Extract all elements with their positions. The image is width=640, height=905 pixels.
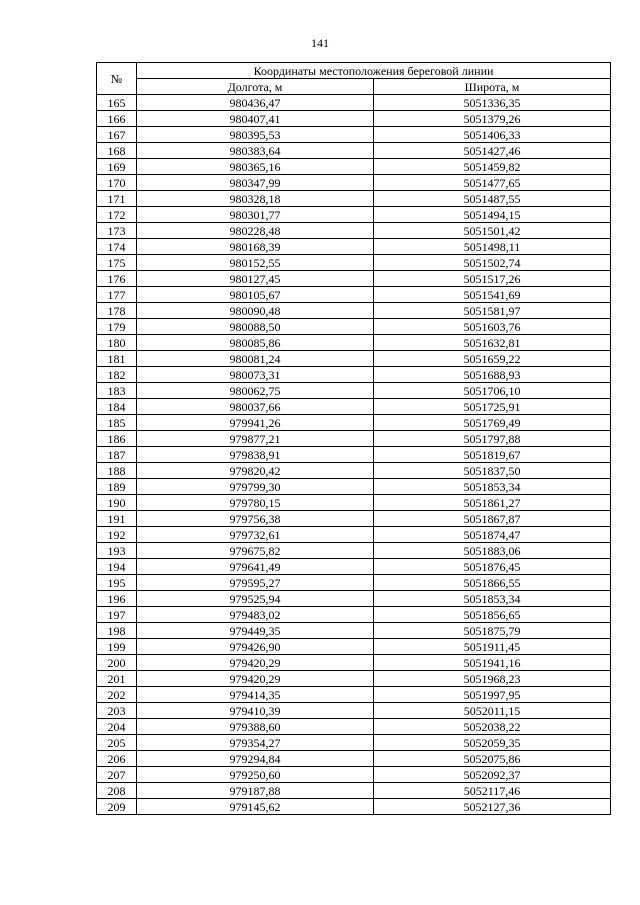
table-row	[97, 191, 611, 207]
row-number-cell: 203	[97, 703, 137, 719]
longitude-cell: 979941,26	[137, 415, 374, 431]
row-number-cell: 198	[97, 623, 137, 639]
table-row	[97, 655, 611, 671]
latitude-cell: 5051874,47	[374, 527, 611, 543]
longitude-cell: 980127,45	[137, 271, 374, 287]
latitude-cell: 5051406,33	[374, 127, 611, 143]
longitude-cell: 980152,55	[137, 255, 374, 271]
latitude-cell: 5051853,34	[374, 479, 611, 495]
table-row	[97, 415, 611, 431]
table-row	[97, 751, 611, 767]
coordinates-group-header: Координаты местоположения береговой линии	[137, 63, 611, 79]
latitude-cell: 5052092,37	[374, 767, 611, 783]
table-row	[97, 111, 611, 127]
number-column-header: №	[97, 63, 137, 95]
longitude-cell: 980062,75	[137, 383, 374, 399]
longitude-cell: 980383,64	[137, 143, 374, 159]
longitude-cell: 979414,35	[137, 687, 374, 703]
row-number-cell: 180	[97, 335, 137, 351]
longitude-cell: 980436,47	[137, 95, 374, 111]
table-row	[97, 463, 611, 479]
latitude-cell: 5051819,67	[374, 447, 611, 463]
latitude-cell: 5051336,35	[374, 95, 611, 111]
latitude-cell: 5051725,91	[374, 399, 611, 415]
latitude-cell: 5051941,16	[374, 655, 611, 671]
latitude-cell: 5052075,86	[374, 751, 611, 767]
row-number-cell: 167	[97, 127, 137, 143]
row-number-cell: 195	[97, 575, 137, 591]
row-number-cell: 169	[97, 159, 137, 175]
row-number-cell: 190	[97, 495, 137, 511]
table-row	[97, 367, 611, 383]
latitude-cell: 5052011,15	[374, 703, 611, 719]
row-number-cell: 201	[97, 671, 137, 687]
longitude-cell: 980365,16	[137, 159, 374, 175]
latitude-cell: 5051603,76	[374, 319, 611, 335]
table-row	[97, 639, 611, 655]
latitude-cell: 5051632,81	[374, 335, 611, 351]
latitude-cell: 5051659,22	[374, 351, 611, 367]
row-number-cell: 200	[97, 655, 137, 671]
longitude-column-header: Долгота, м	[137, 79, 374, 95]
latitude-cell: 5051837,50	[374, 463, 611, 479]
row-number-cell: 206	[97, 751, 137, 767]
table-row	[97, 671, 611, 687]
longitude-cell: 979250,60	[137, 767, 374, 783]
longitude-cell: 979732,61	[137, 527, 374, 543]
table-row	[97, 239, 611, 255]
row-number-cell: 179	[97, 319, 137, 335]
row-number-cell: 184	[97, 399, 137, 415]
table-row	[97, 479, 611, 495]
row-number-cell: 168	[97, 143, 137, 159]
longitude-cell: 979426,90	[137, 639, 374, 655]
row-number-cell: 174	[97, 239, 137, 255]
page-number: 141	[311, 36, 329, 50]
coordinates-table	[96, 62, 611, 815]
latitude-cell: 5051487,55	[374, 191, 611, 207]
table-row	[97, 575, 611, 591]
table-row	[97, 591, 611, 607]
row-number-cell: 172	[97, 207, 137, 223]
longitude-cell: 979187,88	[137, 783, 374, 799]
longitude-cell: 980085,86	[137, 335, 374, 351]
longitude-cell: 979410,39	[137, 703, 374, 719]
longitude-cell: 979483,02	[137, 607, 374, 623]
row-number-cell: 176	[97, 271, 137, 287]
longitude-cell: 980168,39	[137, 239, 374, 255]
row-number-cell: 188	[97, 463, 137, 479]
latitude-cell: 5051477,65	[374, 175, 611, 191]
latitude-cell: 5051706,10	[374, 383, 611, 399]
longitude-cell: 979838,91	[137, 447, 374, 463]
table-row	[97, 351, 611, 367]
latitude-cell: 5051997,95	[374, 687, 611, 703]
row-number-cell: 209	[97, 799, 137, 815]
table-row	[97, 543, 611, 559]
table-body	[97, 95, 611, 815]
row-number-cell: 191	[97, 511, 137, 527]
longitude-cell: 980395,53	[137, 127, 374, 143]
row-number-cell: 187	[97, 447, 137, 463]
longitude-cell: 980073,31	[137, 367, 374, 383]
latitude-cell: 5051867,87	[374, 511, 611, 527]
longitude-cell: 980407,41	[137, 111, 374, 127]
table-row	[97, 287, 611, 303]
row-number-cell: 177	[97, 287, 137, 303]
table-row	[97, 447, 611, 463]
longitude-cell: 980090,48	[137, 303, 374, 319]
latitude-cell: 5051861,27	[374, 495, 611, 511]
latitude-cell: 5051501,42	[374, 223, 611, 239]
longitude-cell: 979294,84	[137, 751, 374, 767]
longitude-cell: 979388,60	[137, 719, 374, 735]
latitude-cell: 5051769,49	[374, 415, 611, 431]
table-row	[97, 319, 611, 335]
latitude-cell: 5051581,97	[374, 303, 611, 319]
latitude-cell: 5051876,45	[374, 559, 611, 575]
row-number-cell: 205	[97, 735, 137, 751]
table-row	[97, 127, 611, 143]
longitude-cell: 980081,24	[137, 351, 374, 367]
longitude-cell: 979420,29	[137, 655, 374, 671]
longitude-cell: 979449,35	[137, 623, 374, 639]
latitude-cell: 5052038,22	[374, 719, 611, 735]
longitude-cell: 979420,29	[137, 671, 374, 687]
longitude-cell: 979877,21	[137, 431, 374, 447]
row-number-cell: 208	[97, 783, 137, 799]
table-row	[97, 735, 611, 751]
longitude-cell: 979820,42	[137, 463, 374, 479]
latitude-cell: 5051379,26	[374, 111, 611, 127]
row-number-cell: 186	[97, 431, 137, 447]
row-number-cell: 171	[97, 191, 137, 207]
table-row	[97, 223, 611, 239]
latitude-cell: 5051494,15	[374, 207, 611, 223]
table-row	[97, 607, 611, 623]
longitude-cell: 980228,48	[137, 223, 374, 239]
row-number-cell: 194	[97, 559, 137, 575]
table-row	[97, 559, 611, 575]
longitude-cell: 980328,18	[137, 191, 374, 207]
table-row	[97, 335, 611, 351]
table-row	[97, 511, 611, 527]
row-number-cell: 192	[97, 527, 137, 543]
row-number-cell: 182	[97, 367, 137, 383]
latitude-cell: 5052117,46	[374, 783, 611, 799]
table-row	[97, 527, 611, 543]
table-row	[97, 623, 611, 639]
longitude-cell: 979675,82	[137, 543, 374, 559]
row-number-cell: 193	[97, 543, 137, 559]
latitude-cell: 5051688,93	[374, 367, 611, 383]
row-number-cell: 202	[97, 687, 137, 703]
table-row	[97, 767, 611, 783]
latitude-cell: 5052127,36	[374, 799, 611, 815]
row-number-cell: 189	[97, 479, 137, 495]
longitude-cell: 980105,67	[137, 287, 374, 303]
table-row	[97, 175, 611, 191]
table-row	[97, 495, 611, 511]
latitude-cell: 5051911,45	[374, 639, 611, 655]
table-row	[97, 799, 611, 815]
table-row	[97, 255, 611, 271]
table-row	[97, 431, 611, 447]
longitude-cell: 979641,49	[137, 559, 374, 575]
row-number-cell: 207	[97, 767, 137, 783]
row-number-cell: 199	[97, 639, 137, 655]
row-number-cell: 166	[97, 111, 137, 127]
table-row	[97, 383, 611, 399]
table-header	[97, 63, 611, 95]
latitude-cell: 5051797,88	[374, 431, 611, 447]
longitude-cell: 980301,77	[137, 207, 374, 223]
table-row	[97, 207, 611, 223]
latitude-cell: 5051502,74	[374, 255, 611, 271]
row-number-cell: 173	[97, 223, 137, 239]
row-number-cell: 175	[97, 255, 137, 271]
row-number-cell: 165	[97, 95, 137, 111]
row-number-cell: 178	[97, 303, 137, 319]
latitude-cell: 5051853,34	[374, 591, 611, 607]
table-row	[97, 303, 611, 319]
latitude-cell: 5051883,06	[374, 543, 611, 559]
table-row	[97, 719, 611, 735]
latitude-cell: 5051517,26	[374, 271, 611, 287]
table-row	[97, 783, 611, 799]
table-row	[97, 687, 611, 703]
latitude-cell: 5051498,11	[374, 239, 611, 255]
table-row	[97, 703, 611, 719]
latitude-cell: 5051866,55	[374, 575, 611, 591]
row-number-cell: 170	[97, 175, 137, 191]
longitude-cell: 979525,94	[137, 591, 374, 607]
row-number-cell: 181	[97, 351, 137, 367]
longitude-cell: 980037,66	[137, 399, 374, 415]
row-number-cell: 185	[97, 415, 137, 431]
longitude-cell: 980088,50	[137, 319, 374, 335]
latitude-cell: 5051541,69	[374, 287, 611, 303]
row-number-cell: 197	[97, 607, 137, 623]
latitude-cell: 5051856,65	[374, 607, 611, 623]
longitude-cell: 979145,62	[137, 799, 374, 815]
longitude-cell: 979354,27	[137, 735, 374, 751]
latitude-cell: 5052059,35	[374, 735, 611, 751]
table-row	[97, 95, 611, 111]
latitude-cell: 5051459,82	[374, 159, 611, 175]
table-row	[97, 159, 611, 175]
table-row	[97, 399, 611, 415]
longitude-cell: 979595,27	[137, 575, 374, 591]
table-row	[97, 271, 611, 287]
longitude-cell: 979799,30	[137, 479, 374, 495]
longitude-cell: 979780,15	[137, 495, 374, 511]
row-number-cell: 183	[97, 383, 137, 399]
longitude-cell: 980347,99	[137, 175, 374, 191]
row-number-cell: 196	[97, 591, 137, 607]
latitude-cell: 5051427,46	[374, 143, 611, 159]
longitude-cell: 979756,38	[137, 511, 374, 527]
latitude-cell: 5051875,79	[374, 623, 611, 639]
latitude-column-header: Широта, м	[374, 79, 611, 95]
latitude-cell: 5051968,23	[374, 671, 611, 687]
table-row	[97, 143, 611, 159]
row-number-cell: 204	[97, 719, 137, 735]
